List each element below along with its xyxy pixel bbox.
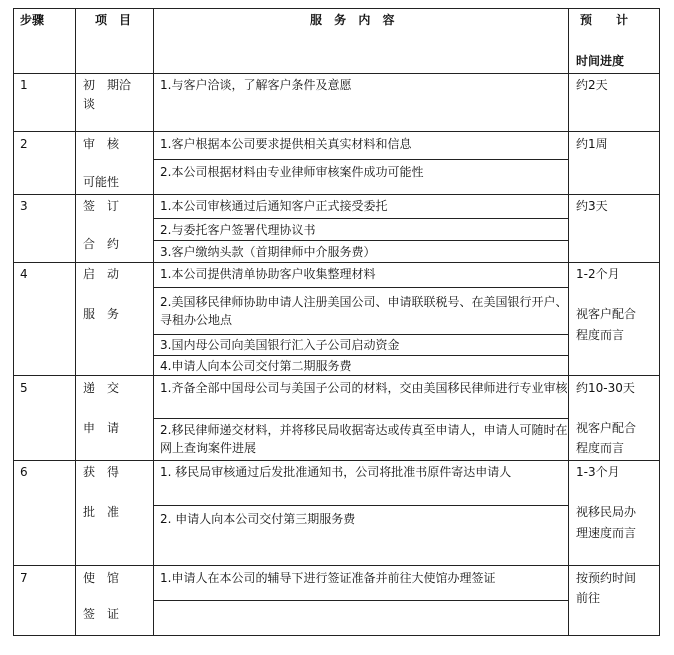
column-divider-content (568, 8, 569, 636)
item-label: 启 动 (83, 267, 120, 281)
service-line: 4.申请人向本公司交付第二期服务费 (160, 359, 352, 373)
item-label: 批 准 (83, 505, 120, 519)
time-estimate: 前往 (576, 591, 601, 605)
item-label: 递 交 (83, 381, 120, 395)
service-line: 1. 移民局审核通过后发批准通知书，公司将批准书原件寄达申请人 (160, 465, 512, 479)
time-estimate: 约2天 (576, 78, 608, 92)
service-line: 3.客户缴纳头款（首期律师中介服务费） (160, 245, 376, 259)
item-label: 签 订 (83, 199, 120, 213)
service-line: 1.与客户洽谈，了解客户条件及意愿 (160, 78, 352, 92)
item-label: 服 务 (83, 307, 120, 321)
header-step: 步骤 (20, 13, 45, 27)
header-content: 服 务 内 容 (310, 13, 399, 27)
row-divider-6 (13, 565, 660, 566)
item-label: 获 得 (83, 465, 120, 479)
service-line: 2. 申请人向本公司交付第三期服务费 (160, 512, 356, 526)
step-number: 2 (20, 137, 28, 151)
content-subdivider (153, 355, 568, 356)
time-estimate: 视客户配合 (576, 307, 637, 321)
step-number: 1 (20, 78, 28, 92)
row-divider-1 (13, 131, 660, 132)
item-label: 可能性 (83, 175, 120, 189)
time-estimate: 1-2个月 (576, 267, 620, 281)
content-subdivider (153, 287, 568, 288)
time-estimate: 按预约时间 (576, 571, 637, 585)
item-label: 审 核 (83, 137, 120, 151)
time-estimate: 视移民局办 (576, 505, 637, 519)
item-label: 初 期洽 (83, 78, 132, 92)
service-line: 2.本公司根据材料由专业律师审核案件成功可能性 (160, 165, 424, 179)
item-label: 签 证 (83, 607, 120, 621)
item-label: 合 约 (83, 237, 120, 251)
item-label: 申 请 (83, 421, 120, 435)
table-border-right (659, 8, 660, 636)
time-estimate: 约3天 (576, 199, 608, 213)
row-divider-2 (13, 194, 660, 195)
content-subdivider (153, 240, 568, 241)
time-estimate: 约10-30天 (576, 381, 635, 395)
header-time-top: 预 计 (580, 13, 629, 27)
column-divider-item (153, 8, 154, 636)
table-border-bottom (13, 635, 660, 636)
content-subdivider (153, 334, 568, 335)
time-estimate: 约1周 (576, 137, 608, 151)
service-line: 1.客户根据本公司要求提供相关真实材料和信息 (160, 137, 412, 151)
service-line: 1.本公司提供清单协助客户收集整理材料 (160, 267, 376, 281)
step-number: 3 (20, 199, 28, 213)
time-estimate: 程度而言 (576, 441, 625, 455)
row-divider-header (13, 73, 660, 74)
service-line: 1.申请人在本公司的辅导下进行签证准备并前往大使馆办理签证 (160, 571, 496, 585)
content-subdivider (153, 505, 568, 506)
service-line: 3.国内母公司向美国银行汇入子公司启动资金 (160, 338, 400, 352)
table-border-left (13, 8, 14, 636)
item-label: 谈 (83, 97, 96, 111)
service-line: 2.美国移民律师协助申请人注册美国公司、申请联联税号、在美国银行开户、寻租办公地点 (160, 295, 568, 327)
service-line: 2.与委托客户签署代理协议书 (160, 223, 316, 237)
column-divider-step (75, 8, 76, 636)
row-divider-4 (13, 375, 660, 376)
service-line: 2.移民律师递交材料，并将移民局收据寄达或传真至申请人，申请人可随时在网上查询案件进展 (160, 423, 568, 455)
service-line: 1.齐备全部中国母公司与美国子公司的材料，交由美国移民律师进行专业审核 (160, 381, 568, 395)
step-number: 5 (20, 381, 28, 395)
header-item: 项 目 (95, 13, 132, 27)
item-label: 使 馆 (83, 571, 120, 585)
service-line: 1.本公司审核通过后通知客户正式接受委托 (160, 199, 388, 213)
content-subdivider (153, 418, 568, 419)
time-estimate: 理速度而言 (576, 526, 637, 540)
time-estimate: 程度而言 (576, 328, 625, 342)
row-divider-3 (13, 262, 660, 263)
time-estimate: 视客户配合 (576, 421, 637, 435)
step-number: 4 (20, 267, 28, 281)
table-border-top (13, 8, 660, 9)
content-subdivider (153, 600, 568, 601)
step-number: 6 (20, 465, 28, 479)
row-divider-5 (13, 460, 660, 461)
time-estimate: 1-3个月 (576, 465, 620, 479)
step-number: 7 (20, 571, 28, 585)
content-subdivider (153, 159, 568, 160)
content-subdivider (153, 218, 568, 219)
header-time-bottom: 时间进度 (576, 54, 625, 68)
